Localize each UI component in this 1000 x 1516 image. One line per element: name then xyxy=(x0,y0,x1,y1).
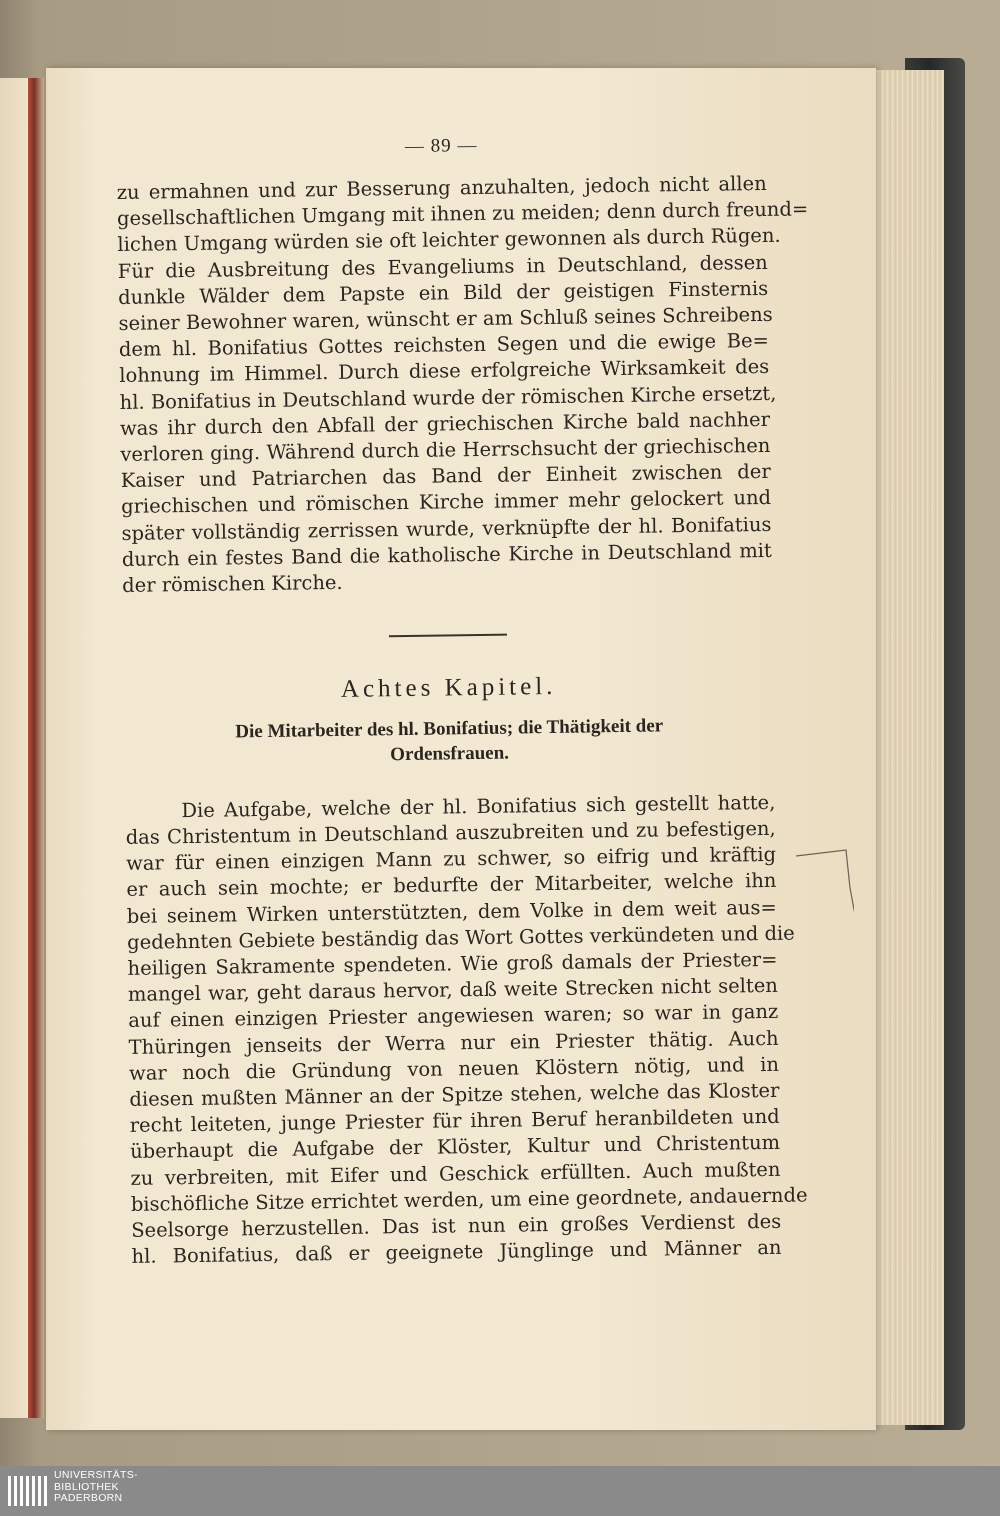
text-line: lichen Umgang würden sie oft leichter gewonnen als durch Rügen. xyxy=(117,224,781,257)
text-line: das Christentum in Deutschland auszubreiten und zu befestigen, xyxy=(125,816,776,849)
text-line: zu ermahnen und zur Besserung anzuhalten, jedoch nicht allen xyxy=(116,171,767,204)
library-name-line: UNIVERSITÄTS- xyxy=(54,1469,138,1481)
text-line: Thüringen jenseits der Werra nur ein Priester thätig. Auch xyxy=(128,1026,779,1059)
book-gutter xyxy=(28,78,44,1418)
text-line: dunkle Wälder dem Papste ein Bild der geistigen Finsternis xyxy=(118,276,769,309)
text-line: war für einen einzigen Mann zu schwer, so eifrig und kräftig xyxy=(125,843,777,876)
page-number: — 89 — xyxy=(404,134,478,157)
text-line: was ihr durch den Abfall der griechischen Kirche bald nachher xyxy=(119,407,771,440)
chapter-subtitle-line: Die Mitarbeiter des hl. Bonifatius; die Thätigkeit der xyxy=(235,715,664,743)
text-line: gesellschaftlichen Umgang mit ihnen zu meiden; denn durch freund= xyxy=(116,197,809,231)
pencil-mark xyxy=(794,848,854,928)
text-line: seiner Bewohner waren, wünscht er am Schluß seines Schreibens xyxy=(118,302,773,335)
chapter-subtitle-line: Ordensfrauen. xyxy=(390,742,510,765)
text-line: zu verbreiten, mit Eifer und Geschick erfüllten. Auch mußten xyxy=(130,1157,781,1190)
text-line: Seelsorge herzustellen. Das ist nun ein großes Verdienst des xyxy=(131,1209,782,1242)
text-line: hl. Bonifatius in Deutschland wurde der römischen Kirche ersetzt, xyxy=(119,381,777,414)
text-line: er auch sein mochte; er bedurfte der Mitarbeiter, welche ihn xyxy=(126,869,777,902)
section-divider xyxy=(389,634,507,637)
text-line: später vollständig zerrissen wurde, verknüpfte der hl. Bonifatius xyxy=(121,512,772,545)
text-line: Kaiser und Patriarchen das Band der Einheit zwischen der xyxy=(120,460,771,493)
text-line: diesen mußten Männer an der Spitze stehen, welche das Kloster xyxy=(129,1078,780,1111)
text-line: lohnung im Himmel. Durch diese erfolgreiche Wirksamkeit des xyxy=(119,355,770,388)
text-line: hl. Bonifatius, daß er geeignete Jünglinge und Männer an xyxy=(131,1236,782,1269)
text-line: recht leiteten, junge Priester für ihren Beruf heranbildeten und xyxy=(129,1105,780,1138)
text-line: überhaupt die Aufgabe der Klöster, Kultur und Christentum xyxy=(129,1131,781,1164)
text-line: auf einen einzigen Priester angewiesen waren; so war in ganz xyxy=(128,1000,779,1033)
text-line: dem hl. Bonifatius Gottes reichsten Segen und die ewige Be= xyxy=(118,329,770,362)
page-content xyxy=(116,131,809,1270)
text-line: bei seinem Wirken unterstützten, dem Volke in dem weit aus= xyxy=(126,895,777,928)
library-name-line: BIBLIOTHEK xyxy=(54,1480,119,1493)
text-line: der römischen Kirche. xyxy=(122,570,343,598)
text-line: mangel war, geht daraus hervor, daß weite Strecken nicht selten xyxy=(127,974,779,1007)
chapter-subtitle xyxy=(124,712,775,771)
text-line: griechischen und römischen Kirche immer mehr gelockert und xyxy=(120,486,772,519)
library-logo-icon xyxy=(8,1474,48,1508)
text-line: heiligen Sakramente spendeten. Wie groß damals der Priester= xyxy=(127,947,778,980)
paragraph-1 xyxy=(116,171,809,599)
text-line: Die Aufgabe, welche der hl. Bonifatius sich gestellt hatte, xyxy=(181,790,776,822)
library-name-line: PADERBORN xyxy=(54,1492,123,1504)
text-line: bischöfliche Sitze errichtet werden, um eine geordnete, andauernde xyxy=(130,1183,808,1216)
library-name xyxy=(54,1470,138,1505)
book-page xyxy=(46,68,876,1430)
chapter-title: Achtes Kapitel. xyxy=(340,672,557,703)
paragraph-2 xyxy=(125,790,808,1271)
text-line: durch ein festes Band die katholische Kirche in Deutschland mit xyxy=(121,538,772,571)
text-line: Für die Ausbreitung des Evangeliums in Deutschland, dessen xyxy=(117,250,768,283)
library-footer xyxy=(0,1466,1000,1516)
text-line: gedehnten Gebiete beständig das Wort Gottes verkündeten und die xyxy=(127,921,795,954)
text-line: verloren ging. Während durch die Herrschsucht der griechischen xyxy=(120,433,771,466)
text-line: war noch die Gründung von neuen Klöstern nötig, und in xyxy=(128,1052,780,1085)
